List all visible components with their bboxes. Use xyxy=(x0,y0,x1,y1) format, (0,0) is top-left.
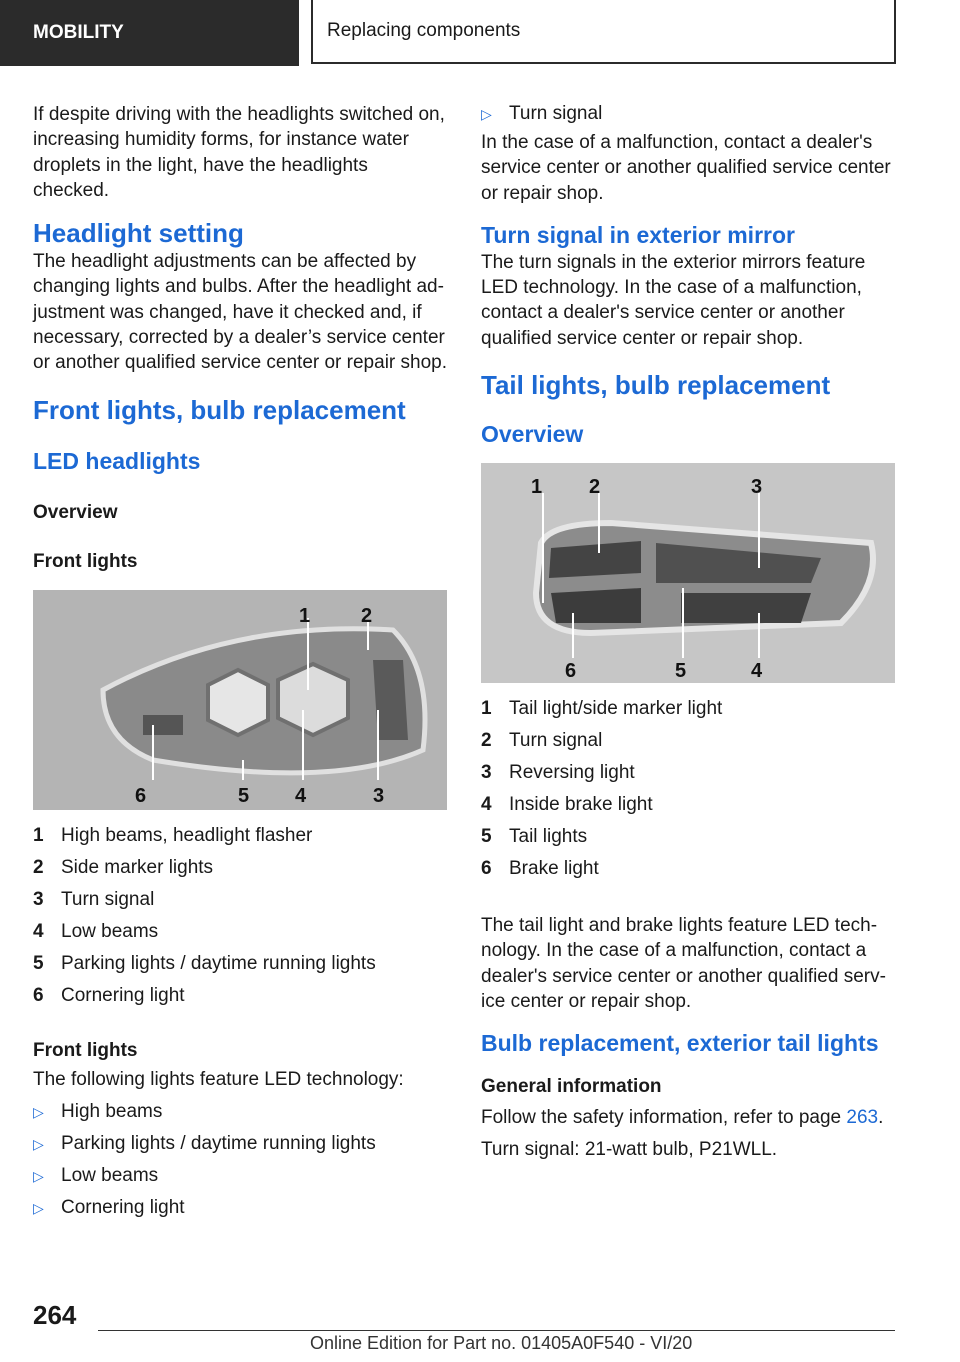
list-item-text: Parking lights / daytime running lights xyxy=(61,1132,376,1154)
right-column xyxy=(481,102,897,1162)
list-item xyxy=(33,852,449,884)
turn-signal-bullet-list xyxy=(481,98,897,130)
list-item xyxy=(481,693,897,725)
page-263-link[interactable]: 263 xyxy=(846,1107,879,1129)
tail-callout-1: 1 xyxy=(531,476,543,499)
legend-number: 4 xyxy=(33,920,44,942)
list-item xyxy=(33,1192,449,1224)
list-item xyxy=(481,757,897,789)
list-item xyxy=(33,980,449,1012)
legend-number: 2 xyxy=(33,856,44,878)
led-headlights-heading: LED headlights xyxy=(33,447,201,474)
headlight-setting-text: The headlight adjustments can be affected by changing lights and bulbs. After the headlight ad-justment was changed, have it checked and, if necessary, corrected by a dealer’s service center or another qualified service center or repair shop. xyxy=(33,251,448,374)
front-callout-5: 5 xyxy=(238,784,250,807)
legend-text: Turn signal xyxy=(509,730,603,752)
mirror-text: The turn signals in the exterior mirrors feature LED technology. In the case of a malfunction, contact a dealer's service center or another qualified service center or repair shop. xyxy=(481,251,866,349)
turn-signal-bulb-text: Turn signal: 21-watt bulb, P21WLL. xyxy=(481,1138,778,1160)
legend-text: Parking lights / daytime running lights xyxy=(61,952,376,974)
legend-text: Side marker lights xyxy=(61,856,214,878)
list-item xyxy=(481,789,897,821)
tail-callout-4: 4 xyxy=(751,660,763,683)
list-item xyxy=(33,1160,449,1192)
legend-number: 5 xyxy=(481,826,492,848)
list-item-text: Cornering light xyxy=(61,1196,185,1218)
legend-text: Reversing light xyxy=(509,762,635,784)
mirror-heading: Turn signal in exterior mirror xyxy=(481,221,795,248)
tail-callout-5: 5 xyxy=(675,660,687,683)
triangle-bullet-icon: ▷ xyxy=(481,106,492,122)
list-item xyxy=(481,98,897,130)
front-callout-2: 2 xyxy=(361,604,373,627)
front-lights-heading: Front lights, bulb replacement xyxy=(33,394,406,425)
header-chapter: Replacing components xyxy=(311,0,896,64)
list-item-text: High beams xyxy=(61,1100,163,1122)
legend-number: 6 xyxy=(481,858,492,880)
legend-number: 1 xyxy=(33,824,44,846)
malfunction-text: In the case of a malfunction, contact a dealer's service center or another qualified service center or repair shop. xyxy=(481,132,891,204)
overview-heading: Overview xyxy=(33,501,118,523)
legend-text: Brake light xyxy=(509,858,599,880)
intro-paragraph: If despite driving with the headlights switched on, increasing humidity forms, for instance water droplets in the light, have the headlights checked. xyxy=(33,104,445,201)
front-callout-6: 6 xyxy=(135,784,147,807)
header-section: MOBILITY xyxy=(0,0,299,66)
legend-number: 3 xyxy=(481,762,492,784)
front-callout-4: 4 xyxy=(295,784,307,807)
footer-divider xyxy=(98,1330,895,1331)
tail-legend-list xyxy=(481,693,897,885)
list-item xyxy=(481,853,897,885)
front-callout-1: 1 xyxy=(299,604,311,627)
legend-number: 5 xyxy=(33,952,44,974)
tail-callout-3: 3 xyxy=(751,476,763,499)
tail-lights-heading: Tail lights, bulb replacement xyxy=(481,370,831,401)
list-item xyxy=(33,1096,449,1128)
safety-info-text xyxy=(481,1105,897,1130)
front-callout-3: 3 xyxy=(373,784,385,807)
legend-text: High beams, headlight flasher xyxy=(61,824,313,846)
list-item xyxy=(33,820,449,852)
page-number: 264 xyxy=(33,1300,77,1330)
legend-text: Low beams xyxy=(61,920,159,942)
legend-text: Inside brake light xyxy=(509,794,653,816)
legend-text: Tail light/side marker light xyxy=(509,698,723,720)
list-item xyxy=(33,884,449,916)
triangle-bullet-icon: ▷ xyxy=(33,1167,44,1184)
list-item-text: Low beams xyxy=(61,1164,159,1186)
legend-text: Turn signal xyxy=(61,888,155,910)
bulb-replacement-heading: Bulb replacement, exterior tail lights xyxy=(481,1030,879,1057)
general-info-heading: General information xyxy=(481,1076,662,1098)
legend-text: Cornering light xyxy=(61,984,185,1006)
legend-number: 6 xyxy=(33,984,44,1006)
list-item xyxy=(481,725,897,757)
legend-number: 4 xyxy=(481,794,492,816)
tail-callout-6: 6 xyxy=(565,660,577,683)
front-legend-list xyxy=(33,820,449,1012)
headlight-setting-heading: Headlight setting xyxy=(33,218,244,249)
list-item xyxy=(33,1128,449,1160)
tail-led-text: The tail light and brake lights feature LED tech-nology. In the case of a malfunction, contact a dealer's service center or another qualified serv-ice center or repair shop. xyxy=(481,915,886,1012)
safety-prefix: Follow the safety information, refer to page xyxy=(481,1107,847,1129)
left-column xyxy=(33,102,449,1224)
list-item xyxy=(33,916,449,948)
safety-suffix: . xyxy=(878,1107,884,1129)
legend-number: 3 xyxy=(33,888,44,910)
triangle-bullet-icon: ▷ xyxy=(33,1135,44,1152)
list-item-text: Turn signal xyxy=(509,103,603,124)
led-bullets-list xyxy=(33,1096,449,1224)
footer-edition: Online Edition for Part no. 01405A0F540 - VI/20 xyxy=(310,1333,693,1353)
tail-light-figure xyxy=(481,463,895,683)
triangle-bullet-icon: ▷ xyxy=(33,1199,44,1216)
front-headlight-figure xyxy=(33,590,447,810)
tail-callout-2: 2 xyxy=(589,476,601,499)
triangle-bullet-icon: ▷ xyxy=(33,1103,44,1120)
legend-number: 1 xyxy=(481,698,492,720)
front-lights-label-2: Front lights xyxy=(33,1039,138,1061)
tail-overview-heading: Overview xyxy=(481,421,584,448)
led-tech-text: The following lights feature LED technology: xyxy=(33,1068,404,1090)
list-item xyxy=(481,821,897,853)
legend-text: Tail lights xyxy=(509,826,588,848)
list-item xyxy=(33,948,449,980)
front-lights-label: Front lights xyxy=(33,550,138,572)
legend-number: 2 xyxy=(481,730,492,752)
